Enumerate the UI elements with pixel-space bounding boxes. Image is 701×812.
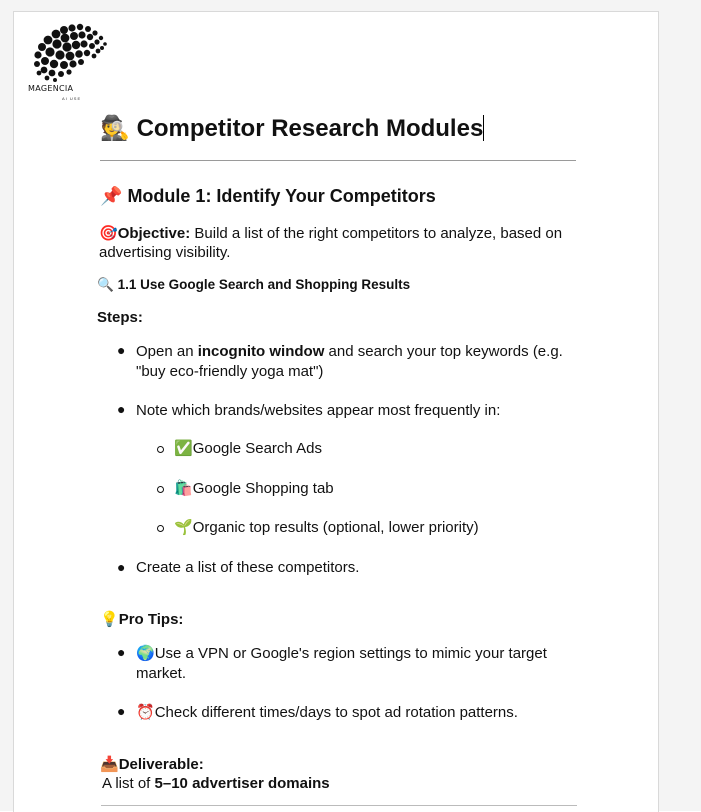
inbox-tray-icon: 📥 — [100, 756, 119, 773]
sub-item-text: Google Search Ads — [192, 440, 322, 457]
step-1-post: and search your top keywords (e.g. "buy eco-friendly yoga mat") — [136, 343, 563, 380]
step-3: Create a list of these competitors. — [136, 559, 360, 576]
sub-bullet-ring — [157, 525, 164, 532]
pro-tip-text: Use a VPN or Google's region settings to mimic your target market. — [136, 645, 547, 682]
deliverable-bold: 5–10 advertiser domains — [154, 775, 330, 792]
sub-item-text: Google Shopping tab — [192, 480, 334, 497]
step-1 — [136, 342, 576, 382]
seedling-icon: 🌱 — [174, 519, 193, 536]
text-cursor — [483, 115, 484, 141]
lightbulb-icon: 💡 — [100, 611, 119, 628]
bottom-divider — [101, 805, 577, 806]
magencia-logo — [20, 10, 108, 101]
objective-label: Objective: — [117, 225, 191, 242]
section-heading — [97, 277, 410, 293]
sub-item-shopping — [174, 479, 334, 499]
pro-tips-label: Pro Tips: — [118, 611, 184, 628]
sub-bullet-ring — [157, 446, 164, 453]
sub-item-search-ads — [174, 439, 322, 459]
magnifier-icon: 🔍 — [97, 277, 114, 292]
deliverable-text — [102, 775, 330, 792]
deliverable-label: Deliverable: — [118, 756, 204, 773]
module-heading — [100, 186, 436, 207]
step-1-pre: Open an — [136, 343, 198, 360]
alarm-clock-icon: ⏰ — [136, 704, 155, 721]
pro-tip-times — [136, 703, 518, 723]
pushpin-icon: 📌 — [100, 186, 123, 206]
logo-globe-icon — [20, 10, 108, 82]
bullet-dot: ● — [117, 703, 126, 719]
title-divider — [100, 160, 576, 161]
sub-bullet-ring — [157, 486, 164, 493]
deliverable-pre: A list of — [102, 775, 155, 792]
page-title[interactable] — [100, 114, 484, 143]
section-heading-text: 1.1 Use Google Search and Shopping Results — [117, 277, 411, 292]
logo-wordmark: MAGENCIA — [28, 84, 74, 93]
step-2: Note which brands/websites appear most frequently in: — [136, 402, 501, 419]
step-1-bold: incognito window — [197, 343, 325, 360]
objective-paragraph — [99, 224, 579, 262]
pro-tip-vpn — [136, 644, 566, 684]
page-title-text: Competitor Research Modules — [136, 115, 484, 142]
module-heading-text: Module 1: Identify Your Competitors — [127, 186, 436, 206]
pro-tip-text: Check different times/days to spot ad rotation patterns. — [154, 704, 518, 721]
shopping-bags-icon: 🛍️ — [174, 480, 193, 497]
bullet-dot: ● — [117, 559, 126, 575]
bullet-dot: ● — [117, 342, 126, 358]
logo-tagline: AI USE — [62, 96, 82, 101]
target-icon: 🎯 — [99, 225, 118, 242]
bullet-dot: ● — [117, 644, 126, 660]
deliverable-heading — [100, 755, 204, 773]
check-icon: ✅ — [174, 440, 193, 457]
detective-icon: 🕵️ — [100, 115, 130, 142]
sub-item-organic — [174, 518, 479, 538]
pro-tips-heading — [100, 610, 183, 628]
sub-item-text: Organic top results (optional, lower priority) — [192, 519, 479, 536]
objective-text: Build a list of the right competitors to analyze, based on advertising visibility. — [99, 225, 563, 261]
globe-icon: 🌍 — [136, 645, 155, 662]
bullet-dot: ● — [117, 401, 126, 417]
steps-label: Steps: — [97, 309, 143, 326]
